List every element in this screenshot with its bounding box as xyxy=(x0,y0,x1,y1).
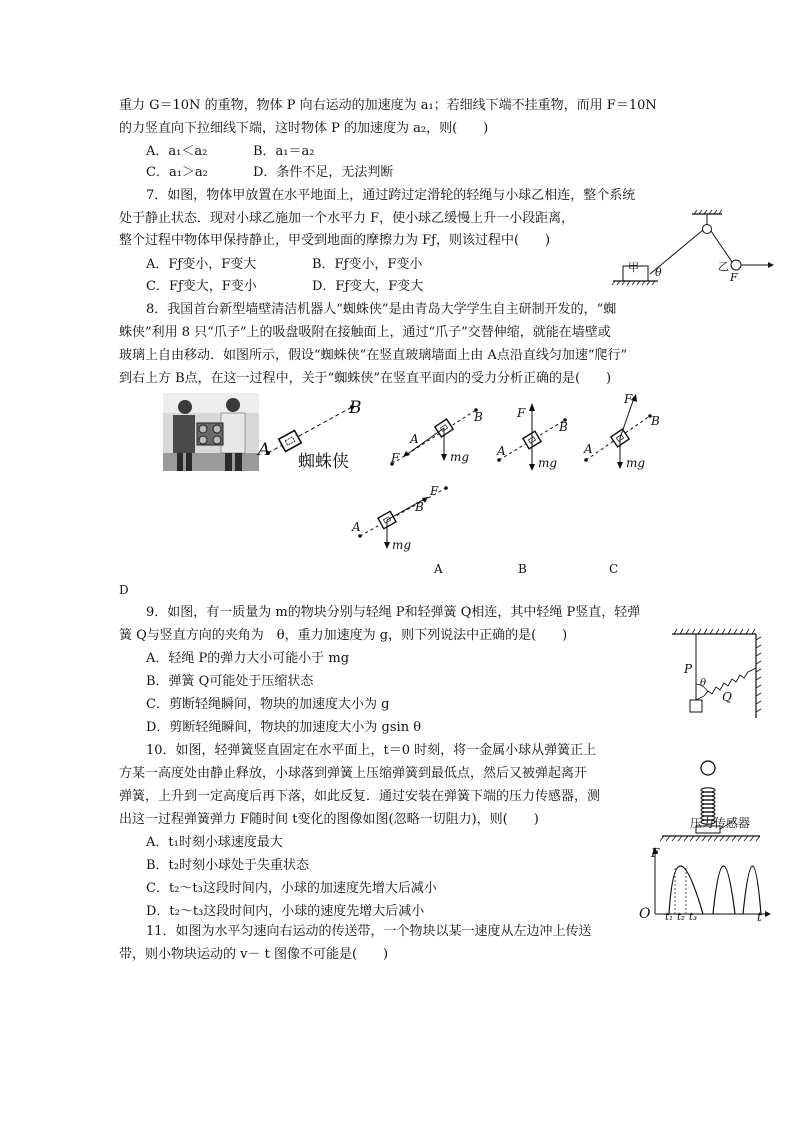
q6-line-1: 重力 G＝10N 的重物，物体 P 向右运动的加速度为 a₁；若细线下端不挂重物，而用 F＝10N xyxy=(119,98,657,113)
q9-line-2: 簧 Q与竖直方向的夹角为 θ，重力加速度为 g，则下列说法中正确的是( ) xyxy=(119,628,568,643)
q7-option-d: D．Fƒ变大，F变大 xyxy=(312,279,424,294)
q9-option-c: C．剪断轻绳瞬间，物块的加速度大小为 g xyxy=(146,697,390,712)
q8-b-force-mg: mg xyxy=(450,450,470,464)
q10-line-2: 方某一高度处由静止释放，小球落到弹簧上压缩弹簧到最低点，然后又被弹起离开 xyxy=(119,766,588,781)
q8-d-force-f: F xyxy=(624,392,633,406)
q8-choice-b-label: B xyxy=(518,562,527,576)
robot-photo xyxy=(163,393,259,471)
q9-label-q: Q xyxy=(722,690,732,704)
q8-option-a-figure xyxy=(350,476,460,556)
q7-label-theta: θ xyxy=(655,266,662,279)
q8-line-4: 到右上方 B点，在这一过程中，关于“蜘蛛侠”在竖直平面内的受力分析正确的是( ) xyxy=(119,371,612,386)
q8-choice-c-label: C xyxy=(609,562,619,576)
q8-option-c-figure xyxy=(493,398,583,476)
q9-option-d: D．剪断轻绳瞬间，物块的加速度大小为 gsin θ xyxy=(146,720,422,735)
q7-option-a: A．Fƒ变小，F变大 xyxy=(146,257,257,272)
q6-option-d: D．条件不足，无法判断 xyxy=(253,165,394,180)
q10-option-a: A．t₁时刻小球速度最大 xyxy=(146,835,283,850)
q9-label-theta: θ xyxy=(700,678,707,689)
q10-line-4: 出这一过程弹簧弹力 F随时间 t变化的图像如图(忽略一切阻力)，则( ) xyxy=(119,812,539,827)
q7-label-f: F xyxy=(730,271,738,284)
q10-graph-t2: t₂ xyxy=(677,912,686,923)
q8-d-point-b: B xyxy=(651,414,660,428)
q8-option-b-figure xyxy=(388,398,488,476)
q10-spring-sensor-figure xyxy=(650,756,790,848)
q8-a-force-f: F xyxy=(430,484,439,498)
q10-option-c: C．t₂～t₃这段时间内，小球的加速度先增大后减小 xyxy=(146,881,437,896)
q8-point-a-label: A xyxy=(258,440,271,460)
q10-graph-t3: t₃ xyxy=(689,912,698,923)
q8-line-3: 玻璃上自由移动．如图所示，假设“蜘蛛侠”在竖直玻璃墙面上由 A点沿直线匀加速“爬行” xyxy=(119,348,628,363)
q7-option-c: C．Fƒ变大，F变小 xyxy=(146,279,257,294)
q8-choice-d-label: D xyxy=(119,583,129,597)
q8-d-point-a: A xyxy=(584,442,593,456)
q6-line-2: 的力竖直向下拉细线下端，这时物体 P 的加速度为 a₂，则( ) xyxy=(119,121,489,136)
q8-path-figure xyxy=(258,395,368,475)
q10-option-b: B．t₂时刻小球处于失重状态 xyxy=(146,858,309,873)
q8-b-point-b: B xyxy=(474,410,483,424)
q7-line-3: 整个过程中物体甲保持静止，甲受到地面的摩擦力为 Fƒ，则该过程中( ) xyxy=(119,233,551,248)
q10-graph-axis-t: t xyxy=(757,910,762,924)
q7-label-yi: 乙 xyxy=(718,260,729,273)
q6-option-a: A．a₁＜a₂ xyxy=(146,144,208,159)
q10-option-d: D．t₂～t₃这段时间内，小球的速度先增大后减小 xyxy=(146,904,425,919)
q8-a-point-a: A xyxy=(352,520,361,534)
q8-b-force-f: F xyxy=(391,451,400,465)
q9-spring-figure xyxy=(668,628,763,720)
q7-option-b: B．Fƒ变小，F变小 xyxy=(312,257,423,272)
q8-b-point-a: A xyxy=(410,432,419,446)
q8-robot-name: 蜘蛛侠 xyxy=(298,452,349,472)
q7-line-2: 处于静止状态．现对小球乙施加一个水平力 F，使小球乙缓慢上升一小段距离， xyxy=(119,211,575,226)
q9-option-b: B．弹簧 Q可能处于压缩状态 xyxy=(146,674,314,689)
q9-label-p: P xyxy=(684,662,693,676)
q8-line-1: 8．我国首台新型墙壁清洁机器人“蜘蛛侠”是由青岛大学学生自主研制开发的，“蜘 xyxy=(146,302,617,317)
q10-graph-origin: O xyxy=(639,906,651,922)
q8-line-2: 蛛侠”利用 8 只“爪子”上的吸盘吸附在接触面上，通过“爪子”交替伸缩，就能在墙壁或 xyxy=(119,325,611,340)
q8-c-force-f: F xyxy=(517,406,526,420)
q8-point-b-label: B xyxy=(349,398,362,418)
q7-line-1: 7．如图，物体甲放置在水平地面上，通过跨过定滑轮的轻绳与小球乙相连，整个系统 xyxy=(146,188,636,203)
q8-a-point-b: B xyxy=(415,500,424,514)
q8-choice-a-label: A xyxy=(434,562,443,576)
q10-graph-t1: t₁ xyxy=(665,912,674,923)
q8-c-point-b: B xyxy=(559,420,568,434)
q8-c-point-a: A xyxy=(497,444,506,458)
q7-pulley-figure xyxy=(610,210,775,295)
q6-option-b: B．a₁＝a₂ xyxy=(253,144,315,159)
q8-a-force-mg: mg xyxy=(392,538,412,552)
q8-option-d-figure xyxy=(580,392,670,476)
q10-line-3: 弹簧，上升到一定高度后再下落，如此反复．通过安装在弹簧下端的压力传感器，测 xyxy=(119,789,601,804)
q6-option-c: C．a₁＞a₂ xyxy=(146,165,208,180)
q9-option-a: A．轻绳 P的弹力大小可能小于 mg xyxy=(146,651,350,666)
q9-line-1: 9．如图，有一质量为 m的物块分别与轻绳 P和轻弹簧 Q相连，其中轻绳 P竖直，轻弹 xyxy=(146,605,641,620)
q10-graph-axis-f: F xyxy=(651,846,660,860)
q10-force-time-graph xyxy=(637,846,772,926)
q8-c-force-mg: mg xyxy=(538,456,558,470)
q8-d-force-mg: mg xyxy=(626,456,646,470)
q10-line-1: 10．如图，轻弹簧竖直固定在水平面上，t＝0 时刻，将一金属小球从弹簧正上 xyxy=(146,743,597,758)
q11-line-1: 11．如图为水平匀速向右运动的传送带，一个物块以某一速度从左边冲上传送 xyxy=(146,924,592,939)
q10-sensor-label: 压力传感器 xyxy=(690,816,751,830)
q7-label-jia: 甲 xyxy=(628,261,639,274)
q11-line-2: 带，则小物块运动的 v－ t 图像不可能是( ) xyxy=(119,947,389,962)
